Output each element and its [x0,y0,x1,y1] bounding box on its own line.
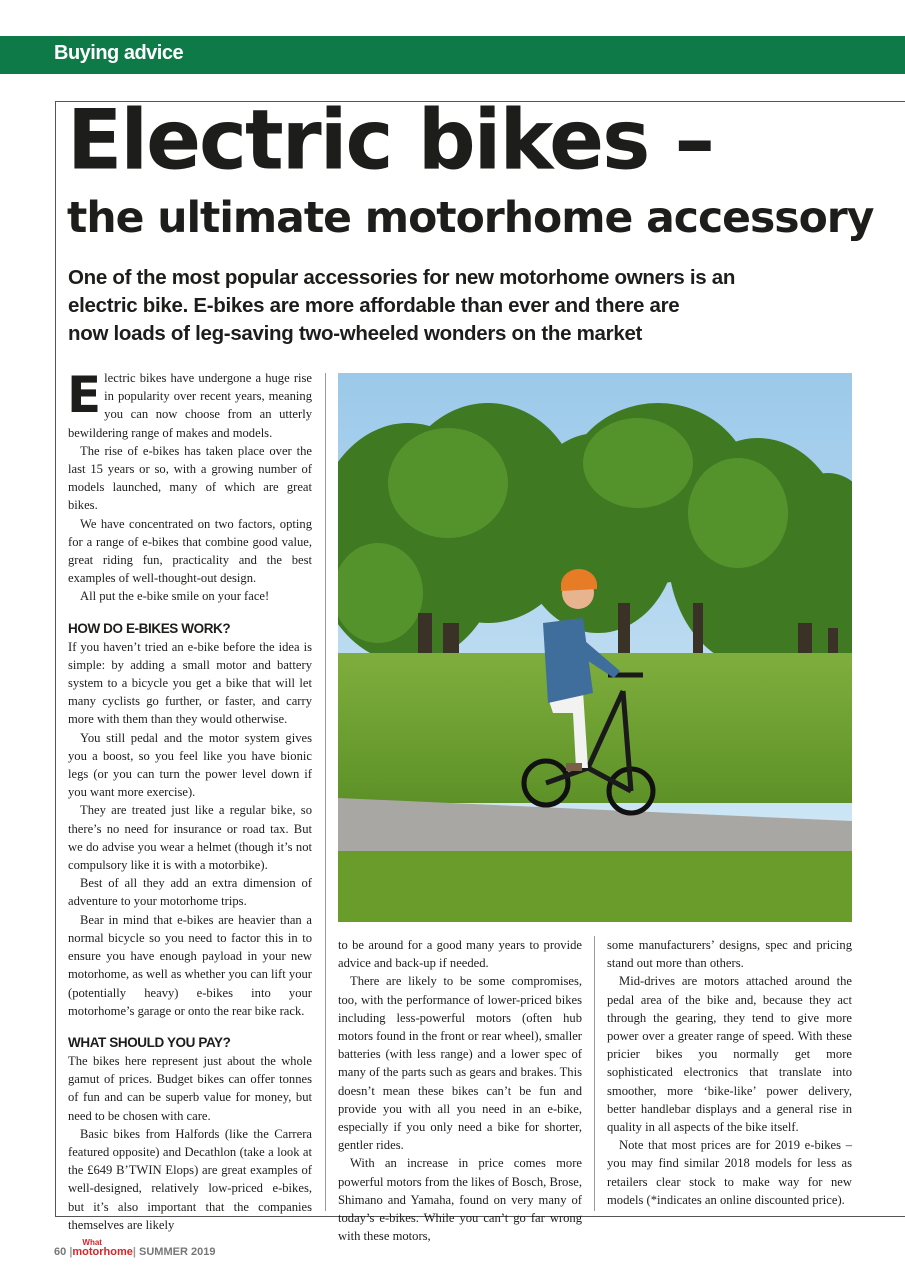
article-column-1 [67,366,312,1234]
logo-motorhome: motorhome [72,1246,133,1258]
magazine-logo [72,1238,133,1258]
headline-sub: the ultimate motorhome accessory [67,194,874,243]
body-paragraph: You still pedal and the motor system gives you a boost, so you feel like you have bionic legs (or you can turn the power level down if you want more exercise). [68,730,312,800]
article-column-2 [338,936,582,1245]
logo-what: What [82,1238,102,1247]
body-paragraph: They are treated just like a regular bike, so there’s no need for insurance or road tax. But we do advise you wear a helmet (though it’s not compulsory like it is with a motorbike). [68,803,312,873]
intro-paragraph [67,366,312,442]
body-paragraph: Basic bikes from Halfords (like the Carrera featured opposite) and Decathlon (take a look at the £649 B’TWIN Elops) are great examples of well-designed, relatively low-priced e-bikes, but it’s also important that the companies themselves are likely [68,1126,312,1232]
body-paragraph: With an increase in price comes more powerful motors from the likes of Bosch, Brose, Shimano and Yamaha, found on very many of today’s e-bikes. While you can’t go far wrong with these motors, [338,1156,582,1244]
body-paragraph: to be around for a good many years to provide advice and back-up if needed. [338,938,582,971]
photo-illustration [338,373,852,922]
issue-date: SUMMER 2019 [139,1246,216,1258]
body-paragraph: Bear in mind that e-bikes are heavier than a normal bicycle so you need to factor this in to ensure you have enough payload in your new motorhome, as well as whether you can lift your (potentially heavy) e-bikes into your motorhome’s garage or onto the rear bike rack. [68,912,312,1018]
body-paragraph: All put the e-bike smile on your face! [80,589,270,604]
subheading-how-ebikes-work: HOW DO E-BIKES WORK? [68,620,231,636]
body-paragraph: The bikes here represent just about the whole gamut of prices. Budget bikes can offer tonnes of fun and can be superb value for money, but need to be chosen with care. [68,1053,312,1123]
body-paragraph: There are likely to be some compromises, too, with the performance of lower-priced bikes including less-powerful motors (often hub motors found in the front or rear wheel), smaller batteries (with less range) and a lower spec of many of the parts such as gears and brakes. This doesn’t mean these bikes can’t be fun and provide you with all you need in an e-bike, especially if you only need a bike for shorter, gentler rides. [338,974,582,1153]
column-divider [594,936,595,1211]
body-paragraph: The rise of e-bikes has taken place over the last 15 years or so, with a growing number of models launched, many of which are great bikes. [68,443,312,513]
drop-cap: E [67,366,102,424]
subheading-what-should-you-pay: WHAT SHOULD YOU PAY? [68,1034,231,1050]
section-header-bar [0,36,905,74]
page-number: 60 [54,1246,67,1258]
column-divider [325,373,326,1211]
body-paragraph: We have concentrated on two factors, opting for a range of e-bikes that combine good value, great riding fun, practicality and the best examples of well-thought-out design. [68,516,312,586]
ebike-rider-photo [338,373,852,922]
headline-main: Electric bikes – [67,92,713,189]
article-column-3 [607,936,852,1209]
body-paragraph: some manufacturers’ designs, spec and pricing stand out more than others. [607,938,852,971]
body-paragraph: If you haven’t tried an e-bike before the idea is simple: by adding a small motor and battery system to a bicycle you get a bike that will let many cyclists go further, or faster, and carry more with them than they would otherwise. [68,639,312,727]
standfirst-line: One of the most popular accessories for new motorhome owners is an [68,266,736,289]
intro-text: lectric bikes have undergone a huge rise in popularity over recent years, meaning you can now choose from an utterly bewildering range of makes and models. [68,371,312,440]
body-paragraph: Best of all they add an extra dimension of adventure to your motorhome trips. [68,876,312,909]
standfirst-line: now loads of leg-saving two-wheeled wonders on the market [68,322,643,345]
section-label: Buying advice [54,42,184,64]
standfirst [68,264,736,348]
body-paragraph: Mid-drives are motors attached around the pedal area of the bike and, because they act through the gearing, they tend to give more power over a greater range of speed. With these pricier bikes you normally get more sophisticated electronics that translate into smoother, more ‘bike-like’ power delivery, better handlebar displays and a general rise in quality in all aspects of the bike itself. [607,974,852,1135]
standfirst-line: electric bike. E-bikes are more affordable than ever and there are [68,294,680,317]
body-paragraph: Note that most prices are for 2019 e-bikes – you may find similar 2018 models for less as retailers clear stock to make way for new models (*indicates an online discounted price). [607,1138,852,1207]
page-footer: 60 | What motorhome| SUMMER 2019 [54,1238,216,1258]
